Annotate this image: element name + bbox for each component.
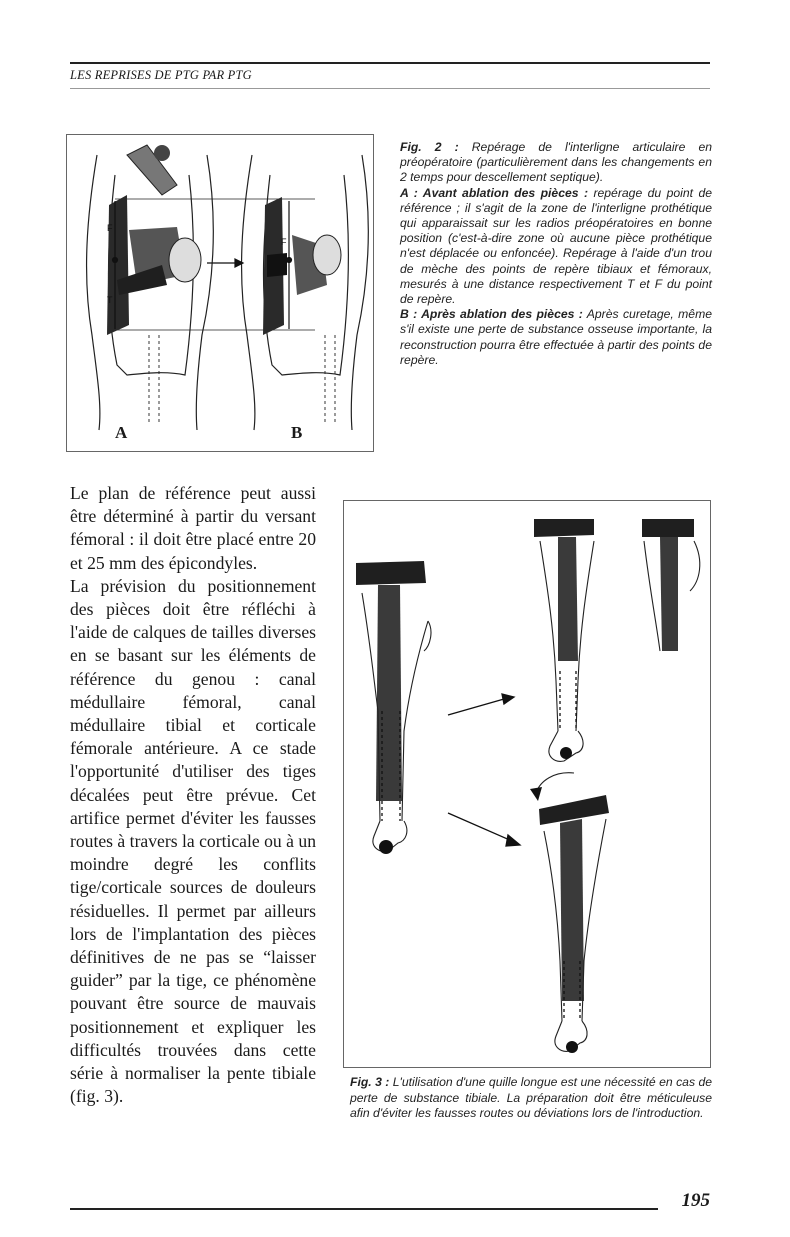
fig2-caption-b-text: Après curetage, même s'il existe une perte de substance osseuse importante, la reconstruction pourra être effectuée à partir des points de repère.	[400, 307, 712, 367]
fig2-panel-b-label: B	[291, 423, 303, 442]
figure-2	[66, 134, 374, 452]
fig2-marker-f-b: F	[281, 237, 287, 247]
figure-3-caption	[350, 1075, 712, 1122]
fig2-caption-a-text: repérage du point de référence ; il s'agit de la zone de l'interligne prothétique qui apparaissait sur les radios préopératoires en bonne position (c'est-à-dire zone où aucune pièce prothétique n'est déplacée ou enfoncée). Repérage à l'aide d'un trou de mèche des points de repère tibiaux et fémoraux, mesurés à une distance respectivement T et F du point de repère.	[400, 185, 712, 307]
fig2-caption-a-label: A : Avant ablation des pièces :	[400, 185, 589, 200]
fig3-caption-label: Fig. 3 :	[350, 1075, 390, 1089]
fig2-marker-t: T	[107, 295, 113, 305]
fig3-caption-text: L'utilisation d'une quille longue est une nécessité en cas de perte de substance tibiale. La préparation doit être méticuleuse afin d'éviter les fausses routes ou déviations lors de l'introduction.	[350, 1075, 713, 1121]
figure-3	[343, 500, 711, 1068]
running-head	[70, 62, 710, 83]
figure-2-illustration	[67, 135, 375, 453]
body-paragraph-1: Le plan de référence peut aussi être déterminé à partir du versant fémoral : il doit être placé entre 20 et 25 mm des épicondyles.	[70, 483, 316, 573]
running-head-rule	[70, 88, 710, 89]
fig2-marker-f: F	[107, 223, 113, 233]
fig2-caption-label: Fig. 2 :	[400, 140, 459, 154]
body-paragraph-2: La prévision du positionnement des pièces doit être réfléchi à l'aide de calques de tailles diverses en se basant sur les éléments de référence du genou : canal médullaire fémoral, canal médullaire tibial et corticale fémorale antérieure. A ce stade l'opportunité d'utiliser des tiges décalées peut être prévue. Cet artifice permet d'éviter les fausses routes à travers la corticale ou à un moindre degré les conflits tige/corticale sources de douleurs résiduelles. Il permet par ailleurs lors de l'implantation des pièces définitives de ne pas se “laisser guider” par la tige, ce phénomène pouvant être source de mauvais positionnement et expliquer les difficultés trouvées dans cette série à normaliser la pente tibiale (fig. 3).	[70, 575, 316, 1107]
body-text	[70, 482, 316, 1108]
footer-rule	[70, 1208, 658, 1210]
fig2-panel-a-label: A	[115, 423, 128, 442]
fig2-caption-intro: Repérage de l'interligne articulaire en préopératoire (particulièrement dans les changements en 2 temps pour descellement septique).	[400, 140, 712, 185]
figure-2-caption	[400, 140, 712, 368]
fig2-caption-b-label: B : Après ablation des pièces :	[400, 307, 583, 322]
figure-3-illustration	[344, 501, 712, 1069]
running-head-text: LES REPRISES DE PTG PAR PTG	[70, 68, 252, 82]
page-number: 195	[681, 1190, 710, 1211]
